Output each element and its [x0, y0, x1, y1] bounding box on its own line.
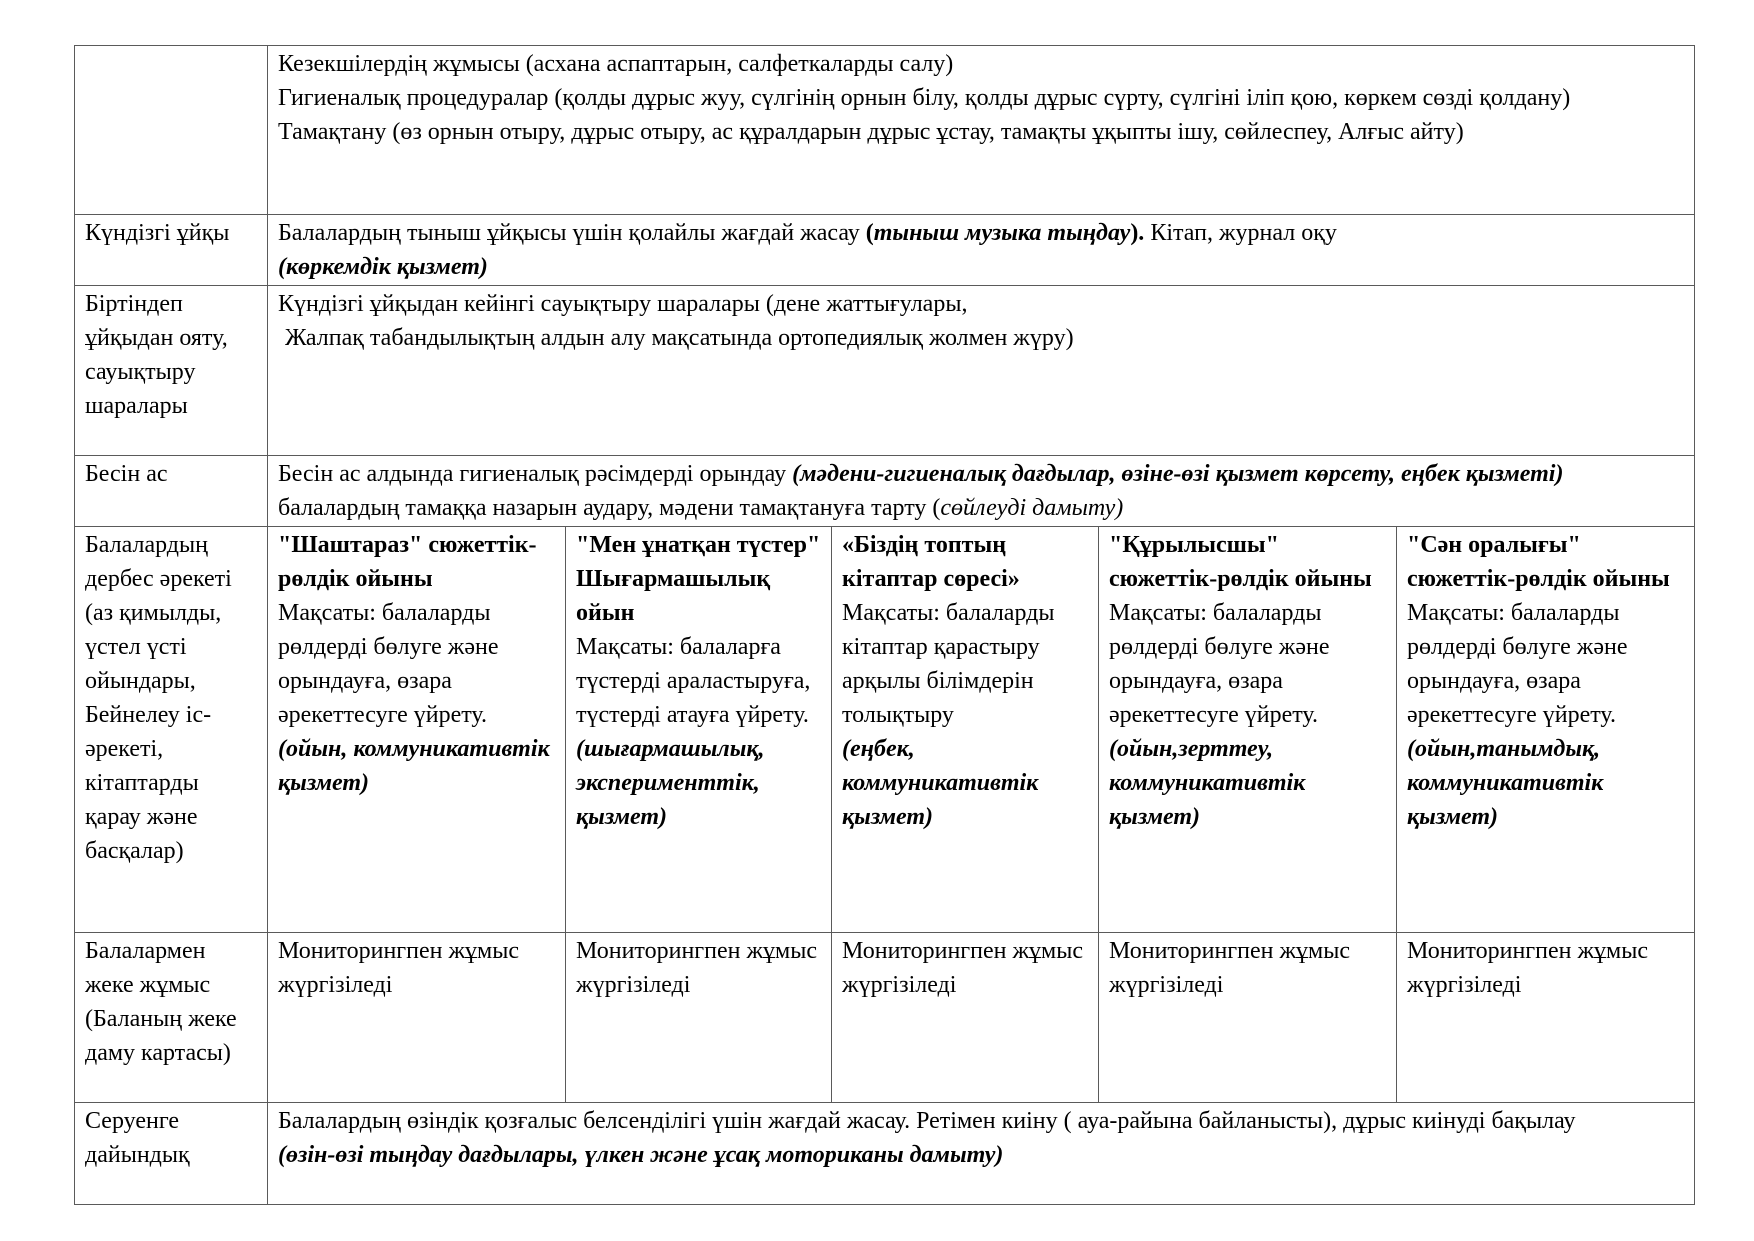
individual-cell: Мониторингпен жұмыс жүргізіледі: [832, 933, 1099, 1103]
nap-text: Балалардың тыныш ұйқысы үшін қолайлы жағдай жасау: [278, 220, 866, 246]
activity-cell: [832, 527, 1099, 933]
row-walk-prep: [75, 1103, 1695, 1205]
row-duty-label: [75, 46, 268, 215]
walk-prep-tag: (өзін-өзі тыңдау дағдылары, үлкен және ұсақ моториканы дамыту): [278, 1142, 1004, 1168]
row-walk-prep-content: [268, 1103, 1695, 1205]
activity-tag-prefix: (: [1109, 736, 1117, 762]
activity-tag-prefix: (: [1407, 736, 1415, 762]
activity-tag-prefix: (: [278, 736, 286, 762]
row-wake: [75, 286, 1695, 456]
activity-tag: ойын, коммуникативтік қызмет): [278, 736, 550, 796]
hygiene-line: Гигиеналық процедуралар (қолды дұрыс жуу, сүлгінің орнын білу, қолды дұрыс сүрту, сүлгіні іліп қою, көркем сөзді қолдану): [278, 85, 1571, 111]
row-activity: [75, 527, 1695, 933]
row-individual: [75, 933, 1695, 1103]
row-snack-label: Бесін ас: [75, 456, 268, 527]
row-nap-content: [268, 215, 1695, 286]
activity-title: "Сән оралығы" сюжеттік-рөлдік ойыны: [1407, 532, 1670, 592]
activity-cell: [1099, 527, 1397, 933]
nap-bold-open: (: [865, 220, 874, 246]
activity-tag: (шығармашылық, эксперименттік, қызмет): [576, 736, 765, 830]
activity-goal: Мақсаты: балаларды рөлдерді бөлуге және орындауға, өзара әрекеттесуге үйрету.: [1407, 600, 1628, 728]
individual-cell: Мониторингпен жұмыс жүргізіледі: [1099, 933, 1397, 1103]
activity-goal: Мақсаты: балаларды кітаптар қарастыру арқылы білімдерін толықтыру: [842, 600, 1055, 728]
activity-title: «Біздің топтың кітаптар сөресі»: [842, 532, 1020, 592]
row-nap-label: Күндізгі ұйқы: [75, 215, 268, 286]
row-activity-label: Балалардың дербес әрекеті (аз қимылды, үстел үсті ойындары, Бейнелеу іс-әрекеті, кітаптарды қарау және басқалар): [75, 527, 268, 933]
row-duty: [75, 46, 1695, 215]
schedule-table: [74, 45, 1695, 1205]
activity-tag: ойын,зерттеу, коммуникативтік қызмет): [1109, 736, 1306, 830]
activity-goal: Мақсаты: балаларға түстерді араластыруға, түстерді атауға үйрету.: [576, 634, 811, 728]
activity-cell: [268, 527, 566, 933]
snack-text-2: балалардың тамаққа назарын аудару, мәдени тамақтануға тарту (: [278, 495, 941, 521]
wake-line-1: Күндізгі ұйқыдан кейінгі сауықтыру шаралары (дене жаттығулары,: [278, 291, 968, 317]
row-individual-label: Балалармен жеке жұмыс (Баланың жеке даму картасы): [75, 933, 268, 1103]
row-wake-content: [268, 286, 1695, 456]
activity-goal: Мақсаты: балаларды рөлдерді бөлуге және орындауға, өзара әрекеттесуге үйрету.: [278, 600, 499, 728]
wake-line-2: Жалпақ табандылықтың алдын алу мақсатында ортопедиялық жолмен жүру): [285, 325, 1074, 351]
nap-bold-close: ).: [1130, 220, 1145, 246]
row-snack: [75, 456, 1695, 527]
individual-cell: Мониторингпен жұмыс жүргізіледі: [566, 933, 832, 1103]
nap-reading: Кітап, журнал оқу: [1144, 220, 1337, 246]
activity-tag: (еңбек, коммуникативтік қызмет): [842, 736, 1039, 830]
activity-cell: [566, 527, 832, 933]
activity-tag: ойын,танымдық, коммуникативтік қызмет): [1407, 736, 1604, 830]
activity-title: "Мен ұнатқан түстер" Шығармашылық ойын: [576, 532, 821, 626]
row-snack-content: [268, 456, 1695, 527]
nap-activity: тыныш музыка тыңдау: [873, 220, 1131, 246]
activity-title: "Шаштараз" сюжеттік-рөлдік ойыны: [278, 532, 537, 592]
snack-tag-2: сөйлеуді дамыту): [940, 495, 1124, 521]
activity-cell: [1397, 527, 1695, 933]
individual-cell: Мониторингпен жұмыс жүргізіледі: [1397, 933, 1695, 1103]
activity-title: "Құрылысшы" сюжеттік-рөлдік ойыны: [1109, 532, 1372, 592]
activity-goal: Мақсаты: балаларды рөлдерді бөлуге және орындауға, өзара әрекеттесуге үйрету.: [1109, 600, 1330, 728]
row-walk-prep-label: Серуенге дайындық: [75, 1103, 268, 1205]
duty-line: Кезекшілердің жұмысы (асхана аспаптарын, салфеткаларды салу): [278, 51, 954, 77]
row-nap: [75, 215, 1695, 286]
row-wake-label: Біртіндеп ұйқыдан ояту, сауықтыру шаралары: [75, 286, 268, 456]
walk-prep-text: Балалардың өзіндік қозғалыс белсенділігі үшін жағдай жасау. Ретімен киіну ( ауа-райына байланысты), дұрыс киінуді бақылау: [278, 1108, 1576, 1134]
snack-tag: (мәдени-гигиеналық дағдылар, өзіне-өзі қызмет көрсету, еңбек қызметі): [792, 461, 1564, 487]
snack-text: Бесін ас алдында гигиеналық рәсімдерді орындау: [278, 461, 793, 487]
nap-tag: (көркемдік қызмет): [278, 254, 488, 280]
row-duty-content: [268, 46, 1695, 215]
individual-cell: Мониторингпен жұмыс жүргізіледі: [268, 933, 566, 1103]
meal-line: Тамақтану (өз орнын отыру, дұрыс отыру, ас құралдарын дұрыс ұстау, тамақты ұқыпты ішу, сөйлеспеу, Алғыс айту): [278, 119, 1464, 145]
